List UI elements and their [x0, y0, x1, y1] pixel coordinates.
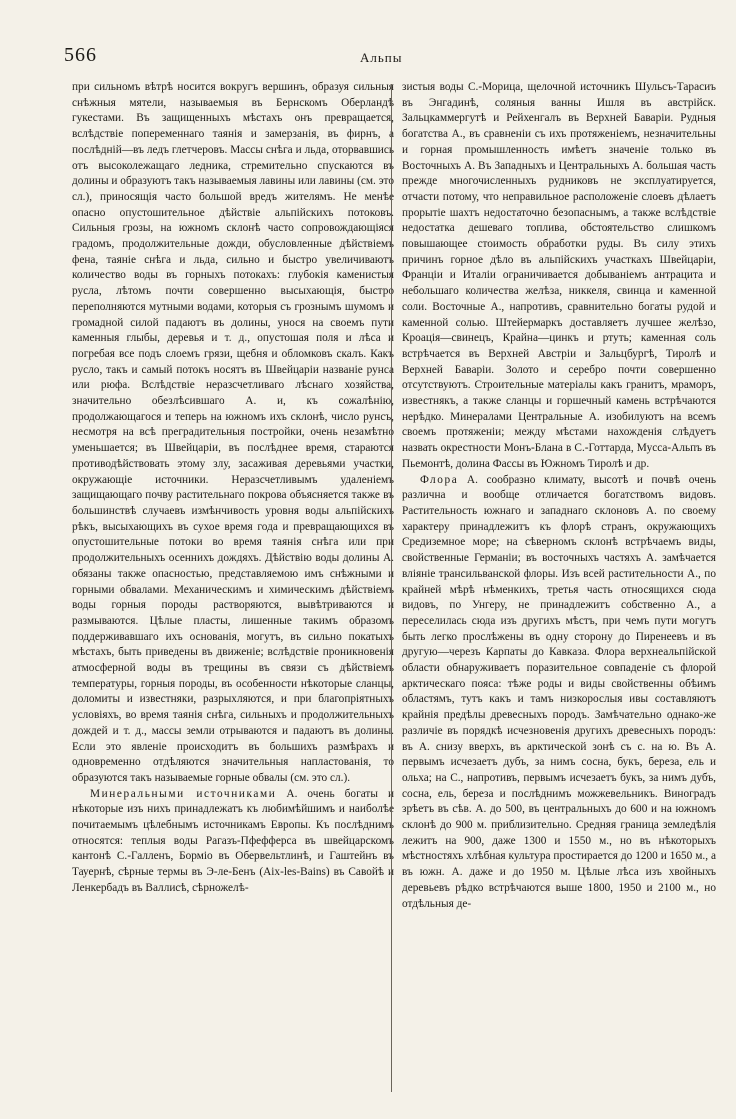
flora-text: А. сообразно климату, высотѣ и почвѣ очень различна и вообще отличается богатствомъ видовъ. Растительность южнаго и западнаго склоновъ А. по своему характеру принадлежитъ къ флорѣ странъ, окружающихъ Средиземное море; на сѣверномъ склонѣ встрѣчаемъ виды, свойственные Германіи; въ восточныхъ частяхъ А. замѣчается вліяніе трансильванской флоры. Изъ всей растительности А., по крайней мѣрѣ нѣменкихъ, третья часть относящихся сюда видовъ, по Унгеру, не принадлежитъ собственно А., а переселилась сюда изъ другихъ мѣстъ, при чемъ пути могутъ быть легко прослѣжены въ одну сторону до Пиренеевъ и въ другую—черезъ Карпаты до Кавказа. Флора верхнеальпійской области обнаруживаетъ поразительное совпаденіе съ флорой арктическаго пояса: тѣже роды и виды свойственны обѣимъ областямъ, тутъ какъ и тамъ низкорослыя ивы составляютъ крайнія предѣлы древесныхъ породъ. Замѣчательно однако-же различіе въ порядкѣ исчезновенія другихъ древесныхъ породъ: въ А. снизу вверхъ, въ арктической зонѣ съ с. на ю. Въ А. первымъ исчезаетъ дубъ, за нимъ сосна, букъ, береза, ель и ольха; на С., напротивъ, первымъ исчезаетъ букъ, за нимъ дубъ, сосна, ель, береза и послѣднимъ можжевельникъ. Виноградъ зрѣетъ въ сѣв. А. до 500, въ центральныхъ до 600 и на южномъ склонѣ до 900 м. приблизительно. Средняя граница земледѣлія лежитъ на 900, даже 1300 и 1550 м., но въ нѣкоторыхъ мѣстностяхъ хлѣбная культура простирается до 1200 и 1650 м., а въ южн. А. даже и до 1950 м. Цѣлые лѣса изъ хвойныхъ деревьевъ рѣдко встрѣчаются выше 1800, 1950 и 2100 м., но отдѣльныя де-: [402, 473, 716, 910]
right-paragraph-flora: [402, 473, 716, 913]
left-paragraph-torrents: при сильномъ вѣтрѣ носится вокругъ вершинъ, образуя сильныя снѣжныя мятели, называемыя въ Бернскомъ Оберландѣ гукестами. Въ защищенныхъ мѣстахъ онъ превращается, вслѣдствіе попеременнаго таянія и замерзанія, въ фирнъ, а послѣдній—въ ледъ глетчеровъ. Массы снѣга и льда, оторвавшись отъ высоколежащаго ледника, стремительно спускаются въ долины и образуютъ такъ называемыя лавины или лавины (см. это сл.), приносящія часто большой вредъ жителямъ. Не менѣе опасно опустошительное дѣйствіе альпійскихъ потоковъ. Сильныя грозы, на южномъ склонѣ часто сопровождающіяся градомъ, продолжительные дожди, обусловленные дѣйствіемъ фена, таяніе снѣга и льда, сильно и быстро увеличиваютъ количество воды въ горныхъ потокахъ: глубокія каменистыя русла, лѣтомъ почти совершенно высыхающія, быстро переполняются мутными водами, которыя съ грознымъ шумомъ и громадной силой падаютъ въ долины, унося на своемъ пути каменныя глыбы, деревья и т. д., опустошая поля и лѣса и погребая все подъ слоемъ грязи, щебня и обломковъ скалъ. Какъ русло, такъ и самый потокъ носятъ въ Швейцаріи названіе рунса или рюфа. Вслѣдствіе неразсчетливаго лѣснаго хозяйства, значительно обезлѣсившаго А. и, къ сожалѣнію, продолжающагося и теперь на южномъ ихъ склонѣ, число рунсъ, несмотря на всѣ преградительныя постройки, очень незамѣтно уменьшается; въ Швейцаріи, въ послѣднее время, стараются противодѣйствовать этому злу, засаживая деревьями участки, окружающіе источники. Неразсчетливымъ удаленіемъ защищающаго почву растительнаго покрова объясняется также въ большинствѣ случаевъ измѣнчивость уровня воды альпійскихъ рѣкъ, высыхающихъ въ сухое время года и превращающихся въ опустошительные потоки во время таянія снѣга или при продолжительныхъ осеннихъ дождяхъ. Дѣйствію воды долины А. обязаны также опасностью, представляемою имъ снѣжными и горными обвалами. Механическимъ и химическимъ дѣйствіемъ воды горныя породы растворяются, вывѣтриваются и размываются. Цѣлые пласты, лишенные такимъ образомъ поддерживавшаго ихъ основанія, могутъ, въ сильно покатыхъ мѣстахъ, быть приведены въ движеніе; вслѣдствіе проникновенія атмосферной воды въ трещины въ связи съ дѣйствіемъ температуры, горныя породы, въ особенности нѣкоторые сланцы, доломиты и известняки, разрыхляются, и при благопріятныхъ условіяхъ, во время таянія снѣга, сильныхъ и продолжительныхъ дождей и т. д., массы земли отрываются и падаютъ въ долины. Если это явленіе происходитъ въ большихъ размѣрахъ и одновременно отдѣляются значительныя напластованія, то образуются такъ называемые горные обвалы (см. это сл.).: [72, 81, 394, 784]
left-column: [72, 80, 394, 897]
left-paragraph-mineral-springs: [72, 787, 394, 897]
flora-heading: Флора: [420, 473, 459, 486]
page-number: 566: [64, 44, 97, 66]
right-column: [402, 80, 716, 912]
column-divider: [391, 84, 392, 1092]
running-head: Альпы: [360, 50, 403, 65]
right-paragraph-minerals: зистыя воды С.-Морица, щелочной источникъ Шульсъ-Тарасиъ въ Энгадинѣ, соляныя ванны Ишля въ австрійск. Зальцкаммергутѣ и Рейхенгалъ въ Верхней Баваріи. Рудныя богатства А., въ сравненіи съ ихъ протяженіемъ, незначительны и горная промышленность имѣетъ значеніе только въ Восточныхъ А. Въ Западныхъ и Центральныхъ А. большая часть прежде многочисленныхъ рудниковъ не эксплуатируется, отчасти потому, что неправильное расположеніе слоевъ дѣлаетъ прорытіе шахтъ недостаточно безопаснымъ, а также вслѣдствіе недостатка дешеваго топлива, обстоятельство слишкомъ повышающее стоимость обработки руды. Въ силу этихъ причинъ горное дѣло въ альпійскихъ участкахъ Швейцаріи, Франціи и Италіи ограничивается добываніемъ антрацита и небольшаго количества желѣза, никкеля, свинца и каменной соли. Восточные А., напротивъ, сравнительно богаты рудой и каменной солью. Штейермаркъ доставляетъ лучшее желѣзо, Кроація—свинецъ, Крайна—цинкъ и ртуть; каменная соль встрѣчается въ Верхней Австріи и Зальцбургѣ, Тиролѣ и Верхней Баваріи. Золото и серебро почти совершенно отсутствуютъ. Строительные матеріалы какъ гранитъ, мраморъ, известнякъ, а также сланцы и горшечный камень встрѣчаются нерѣдко. Минералами Центральные А. изобилуютъ на всемъ своемъ протяженіи; между мѣстами нахожденія слѣдуетъ назвать окрестности Монъ-Блана в С.-Готтарда, Мусса-Альпъ въ Пьемонтѣ, долина Фассы въ Южномъ Тиролѣ и др.: [402, 81, 716, 470]
mineral-springs-text: А. очень богаты и нѣкоторые изъ нихъ принадлежатъ къ любимѣйшимъ и наиболѣе почитаемымъ цѣлебнымъ источникамъ Европы. Къ послѣднимъ относятся: теплыя воды Рагазъ-Пфефферса въ швейцарскомъ кантонѣ С.-Галленъ, Борміо въ Обервельтлинѣ, и Гаштейнъ въ Тауернѣ, сѣрные термы въ Э-ле-Бенъ (Aix-les-Bains) въ Савойѣ и Ленкербадъ въ Валлисѣ, сѣрножелѣ-: [72, 787, 394, 894]
mineral-springs-heading: Минеральными источниками: [90, 787, 277, 800]
